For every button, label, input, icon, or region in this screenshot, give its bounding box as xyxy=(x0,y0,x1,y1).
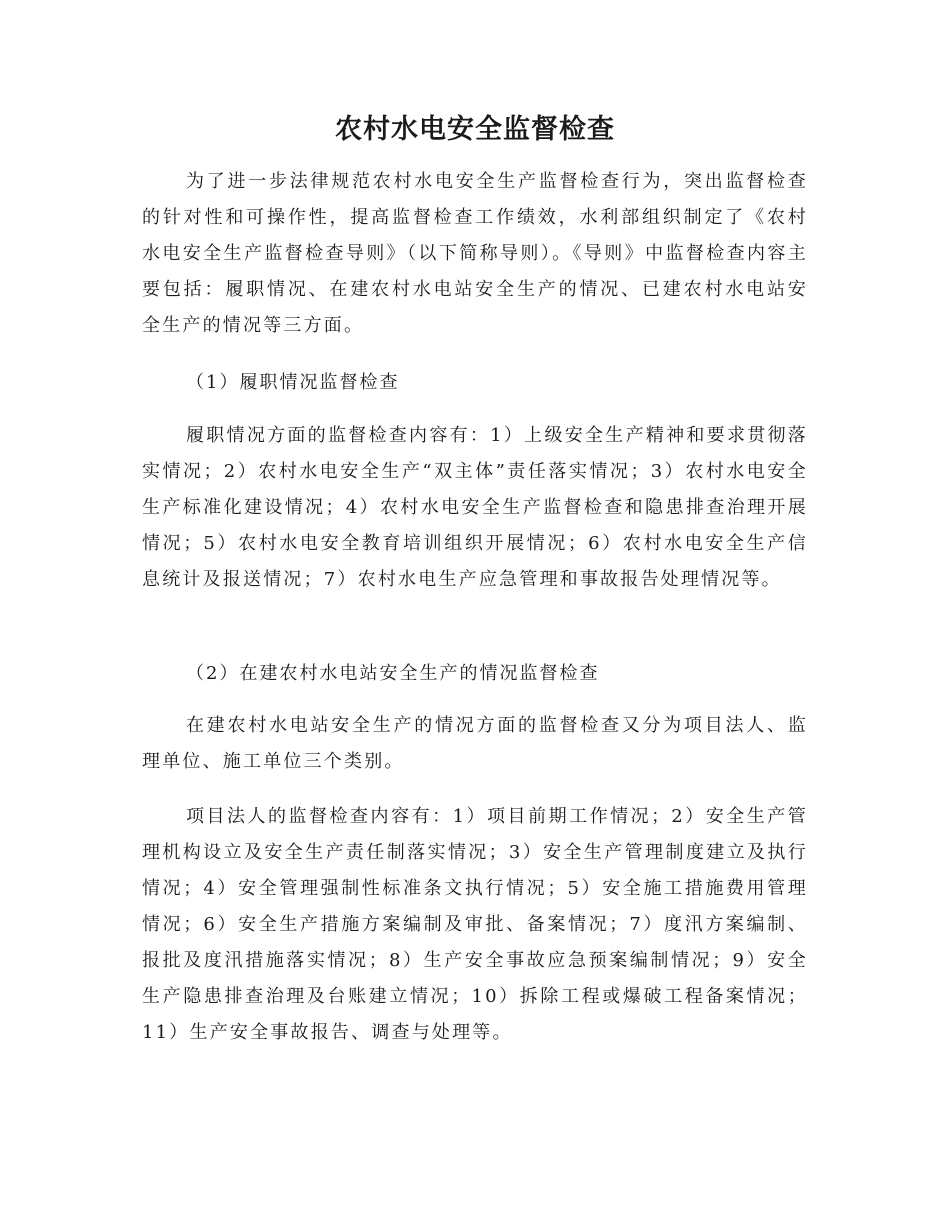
intro-paragraph: 为了进一步法律规范农村水电安全生产监督检查行为，突出监督检查的针对性和可操作性，提高监督检查工作绩效，水利部组织制定了《农村水电安全生产监督检查导则》（以下简称导则）。《导则》中监督检查内容主要包括：履职情况、在建农村水电站安全生产的情况、已建农村水电站安全生产的情况等三方面。 xyxy=(142,171,808,336)
under-construction-paragraph: 在建农村水电站安全生产的情况方面的监督检查又分为项目法人、监理单位、施工单位三个类别。 xyxy=(142,715,808,772)
project-owner-paragraph: 项目法人的监督检查内容有：1）项目前期工作情况；2）安全生产管理机构设立及安全生产责任制落实情况；3）安全生产管理制度建立及执行情况；4）安全管理强制性标准条文执行情况；5）安全施工措施费用管理情况；6）安全生产措施方案编制及审批、备案情况；7）度汛方案编制、报批及度汛措施落实情况；8）生产安全事故应急预案编制情况；9）安全生产隐患排查治理及台账建立情况；10）拆除工程或爆破工程备案情况；11）生产安全事故报告、调查与处理等。 xyxy=(142,806,808,1043)
section-heading-duty-performance: （1）履职情况监督检查 xyxy=(186,372,400,393)
section-heading-under-construction: （2）在建农村水电站安全生产的情况监督检查 xyxy=(186,663,600,684)
duty-performance-paragraph: 履职情况方面的监督检查内容有：1）上级安全生产精神和要求贯彻落实情况；2）农村水电安全生产“双主体”责任落实情况；3）农村水电安全生产标准化建设情况；4）农村水电安全生产监督检查和隐患排查治理开展情况；5）农村水电安全教育培训组织开展情况；6）农村水电安全生产信息统计及报送情况；7）农村水电生产应急管理和事故报告处理情况等。 xyxy=(142,425,808,590)
document-title: 农村水电安全监督检查 xyxy=(335,114,615,145)
